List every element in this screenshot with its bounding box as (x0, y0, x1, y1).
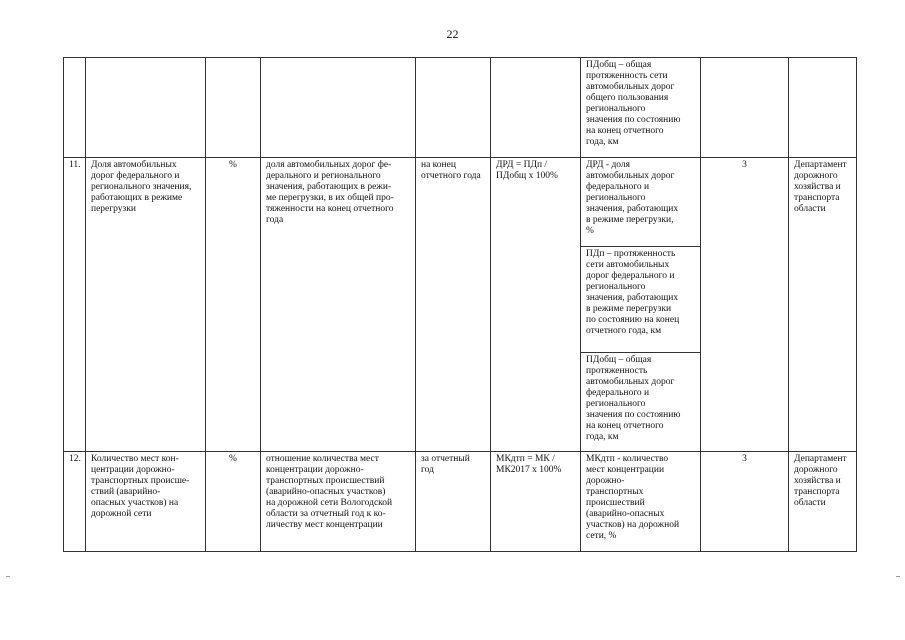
responsible-body: Департамент дорожного хозяйства и транспорта области (789, 452, 857, 552)
data-source: 3 (701, 158, 789, 452)
variable-definition: ПДобщ – общая протяженность автомобильных дорог федерального и регионального значения по состоянию на конец отчетного года, км (581, 352, 700, 451)
formula: ДРД = ПДп / ПДобщ х 100% (491, 158, 581, 452)
indicator-name: Количество мест кон- центрации дорожно- транспортных происше- ствий (аварийно- опасных участков) на дорожной сети (86, 452, 206, 552)
cell-empty (64, 58, 86, 158)
formula: МКдтп = МК / МК2017 х 100% (491, 452, 581, 552)
cell-empty (416, 58, 491, 158)
row-number: 11. (64, 158, 86, 452)
indicator-name: Доля автомобильных дорог федерального и регионального значения, работающих в режиме перегрузки (86, 158, 206, 452)
unit: % (206, 158, 261, 452)
variable-definition: ДРД - доля автомобильных дорог федерального и регионального значения, работающих в режиме перегрузки, % (586, 160, 679, 236)
cell-empty (789, 58, 857, 158)
variable-definition: МКдтп - количество мест концентрации дорожно- транспортных происшествий (аварийно-опасных участков) на дорожной сети, % (581, 452, 701, 552)
variables-cell (581, 158, 701, 452)
cell-empty (701, 58, 789, 158)
data-source: 3 (701, 452, 789, 552)
table-row-12 (64, 452, 857, 552)
unit: % (206, 452, 261, 552)
table-row-11 (64, 158, 857, 452)
indicators-table (63, 57, 857, 552)
responsible-body: Департамент дорожного хозяйства и транспорта области (789, 158, 857, 452)
row-number: 12. (64, 452, 86, 552)
scan-edge-mark (896, 576, 900, 577)
cell-empty (86, 58, 206, 158)
variable-definition: ПДп – протяженность сети автомобильных дорог федерального и регионального значения, работающих в режиме перегрузки по состоянию на конец отчетного года, км (581, 246, 700, 352)
indicator-definition: отношение количества мест концентрации дорожно- транспортных происшествий (аварийно-опасных участков) на дорожной сети Вологодской области за отчетный год к ко- личеству мест концентрации (261, 452, 416, 552)
time-characteristic: на конец отчетного года (416, 158, 491, 452)
page-number: 22 (446, 27, 459, 41)
cell-empty (261, 58, 416, 158)
cell-empty (206, 58, 261, 158)
variable-definition: ПДобщ – общая протяженность сети автомобильных дорог общего пользования регионального значения по состоянию на конец отчетного года, км (581, 58, 701, 158)
cell-empty (491, 58, 581, 158)
variables-list (581, 158, 700, 451)
table-row-continuation (64, 58, 857, 158)
time-characteristic: за отчетный год (416, 452, 491, 552)
scan-edge-mark (6, 576, 10, 577)
indicator-definition: доля автомобильных дорог фе- дерального и регионального значения, работающих в режи- ме перегрузки, в их общей про- тяженности на конец отчетного года (261, 158, 416, 452)
